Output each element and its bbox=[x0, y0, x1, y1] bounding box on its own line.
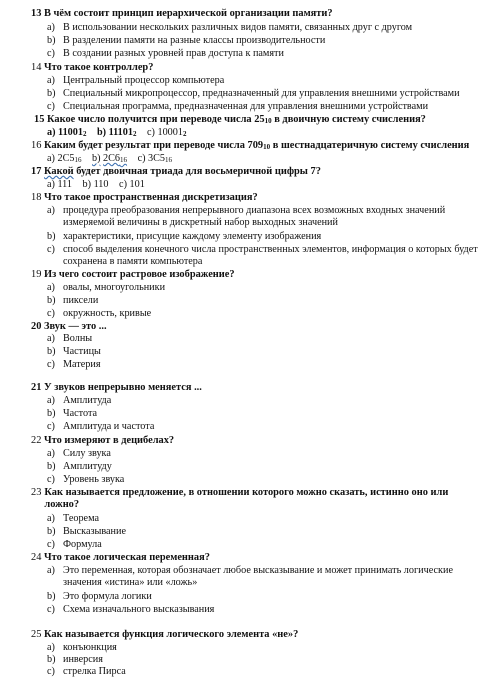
option-text: Волны bbox=[63, 333, 93, 344]
question-text: Каким будет результат при переводе числа 709 bbox=[44, 140, 264, 151]
option-letter: b) bbox=[47, 591, 56, 602]
question-number: 23 bbox=[31, 487, 42, 498]
option-text: 2C5 bbox=[57, 153, 75, 164]
question-number: 21 bbox=[31, 382, 42, 393]
question-text: Как называется функция логического элемента «не»? bbox=[44, 629, 299, 640]
option-text: 2C6 bbox=[103, 153, 121, 164]
answer-option bbox=[47, 101, 428, 113]
question-15 bbox=[34, 114, 426, 127]
option-text: Специальная программа, предназначенная для управления внешними устройствами bbox=[63, 101, 429, 112]
option-text: 101 bbox=[129, 179, 145, 190]
option-text: инверсия bbox=[63, 654, 103, 665]
answer-option bbox=[47, 333, 92, 345]
question-text: Какой bbox=[44, 166, 74, 177]
option-text: 3C5 bbox=[148, 153, 166, 164]
option-text: Амплитуда и частота bbox=[63, 421, 155, 432]
answer-option bbox=[47, 526, 126, 538]
option-text: процедура преобразования непрерывного диапазона всех возможных входных значений измеряемой величины в дискретный набор выходных значений bbox=[63, 205, 446, 228]
answer-option bbox=[47, 22, 412, 34]
option-text: конъюнкция bbox=[63, 642, 117, 653]
option-text: 11001 bbox=[58, 127, 83, 138]
answer-option bbox=[47, 205, 487, 229]
option-text: В разделении памяти на разные классы производительности bbox=[63, 35, 326, 46]
option-text: В создании разных уровней прав доступа к памяти bbox=[63, 48, 284, 59]
option-letter: a) bbox=[47, 282, 55, 293]
option-letter: b) bbox=[47, 231, 56, 242]
option-letter: a) bbox=[47, 22, 55, 33]
option-text: Теорема bbox=[63, 513, 99, 524]
option-letter: b) bbox=[47, 346, 56, 357]
option-subscript: 2 bbox=[82, 130, 87, 138]
option-letter: b) bbox=[47, 461, 56, 472]
option-text: В использовании нескольких различных видов памяти, связанных друг с другом bbox=[63, 22, 413, 33]
option-letter: c) bbox=[47, 604, 55, 615]
option-text: овалы, многоугольники bbox=[63, 282, 166, 293]
option-text: Специальный микропроцессор, предназначенный для управления внешними устройствами bbox=[63, 88, 460, 99]
answer-option bbox=[47, 513, 99, 525]
option-text: способ выделения конечного числа пространственных элементов, информация о которых будет сохранена в памяти компьютера bbox=[63, 244, 478, 267]
option-letter: b) bbox=[92, 153, 101, 164]
answer-option bbox=[47, 35, 325, 47]
base-subscript: 10 bbox=[264, 117, 272, 125]
question-number: 22 bbox=[31, 435, 42, 446]
option-subscript: 2 bbox=[182, 130, 187, 138]
question-number: 13 bbox=[31, 8, 42, 19]
option-letter: c) bbox=[137, 153, 146, 164]
option-letter: c) bbox=[47, 308, 55, 319]
option-text: Центральный процессор компьютера bbox=[63, 75, 225, 86]
option-letter: a) bbox=[47, 513, 55, 524]
option-letter: c) bbox=[47, 244, 55, 255]
question-text-end: в двоичную систему счисления? bbox=[271, 114, 426, 125]
option-text: Схема изначального высказывания bbox=[63, 604, 215, 615]
option-text: Частицы bbox=[63, 346, 101, 357]
option-subscript: 16 bbox=[120, 156, 128, 164]
option-letter: b) bbox=[47, 654, 56, 665]
option-letter: c) bbox=[147, 127, 155, 138]
answer-option bbox=[47, 359, 101, 371]
option-text: 111 bbox=[57, 179, 72, 190]
answer-option bbox=[47, 244, 487, 268]
base-subscript: 10 bbox=[263, 143, 271, 151]
question-text-end: в шестнадцатеричную систему счисления bbox=[270, 140, 470, 151]
answer-option bbox=[47, 88, 460, 100]
answer-option bbox=[47, 654, 103, 666]
answer-options-inline bbox=[47, 127, 186, 140]
option-text: окружность, кривые bbox=[63, 308, 152, 319]
question-text: Из чего состоит растровое изображение? bbox=[44, 269, 235, 280]
question-25 bbox=[31, 629, 298, 641]
option-text: Силу звука bbox=[63, 448, 111, 459]
answer-options-inline bbox=[47, 153, 172, 166]
option-letter: b) bbox=[97, 127, 107, 138]
option-letter: b) bbox=[47, 526, 56, 537]
option-letter: a) bbox=[47, 642, 55, 653]
answer-option bbox=[47, 48, 284, 60]
option-letter: a) bbox=[47, 448, 55, 459]
option-letter: c) bbox=[47, 421, 55, 432]
answer-option bbox=[47, 642, 117, 654]
answer-option bbox=[47, 461, 112, 473]
question-number: 25 bbox=[31, 629, 42, 640]
question-text: У звуков непрерывно меняется ... bbox=[44, 382, 202, 393]
question-18 bbox=[31, 192, 258, 204]
question-number: 24 bbox=[31, 552, 42, 563]
option-text: Материя bbox=[63, 359, 101, 370]
option-letter: a) bbox=[47, 395, 55, 406]
answer-option bbox=[47, 666, 126, 678]
question-17 bbox=[31, 166, 321, 178]
option-letter: c) bbox=[47, 474, 55, 485]
answer-option bbox=[47, 282, 165, 294]
question-number: 19 bbox=[31, 269, 42, 280]
option-subscript: 16 bbox=[74, 156, 82, 164]
question-number: 20 bbox=[31, 321, 42, 332]
answer-option bbox=[47, 604, 214, 616]
option-letter: c) bbox=[119, 179, 127, 190]
question-13 bbox=[31, 8, 333, 20]
option-text: стрелка Пирса bbox=[63, 666, 126, 677]
option-text: 10001 bbox=[157, 127, 183, 138]
option-text: Частота bbox=[63, 408, 98, 419]
answer-option bbox=[47, 295, 98, 307]
option-letter: a) bbox=[47, 75, 55, 86]
question-number: 15 bbox=[34, 114, 45, 125]
answer-option bbox=[47, 565, 487, 589]
question-text-end: будет двоичная триада для восьмеричной цифры 7? bbox=[73, 166, 321, 177]
option-letter: a) bbox=[47, 153, 55, 164]
option-letter: c) bbox=[47, 666, 55, 677]
option-text: Это формула логики bbox=[63, 591, 152, 602]
option-letter: c) bbox=[47, 101, 55, 112]
answer-option bbox=[47, 395, 111, 407]
option-subscript: 16 bbox=[165, 156, 173, 164]
option-text: Уровень звука bbox=[63, 474, 125, 485]
answer-option bbox=[47, 421, 154, 433]
answer-option bbox=[47, 448, 111, 460]
answer-options-inline bbox=[47, 179, 145, 191]
option-text: Высказывание bbox=[63, 526, 126, 537]
option-letter: b) bbox=[47, 88, 56, 99]
answer-option bbox=[47, 591, 152, 603]
option-text: 11101 bbox=[108, 127, 133, 138]
answer-option bbox=[47, 231, 321, 243]
answer-option bbox=[47, 474, 124, 486]
option-text: пиксели bbox=[63, 295, 99, 306]
option-letter: c) bbox=[47, 48, 55, 59]
option-text: Формула bbox=[63, 539, 102, 550]
option-subscript: 2 bbox=[132, 130, 137, 138]
option-text: характеристики, присущие каждому элементу изображения bbox=[63, 231, 322, 242]
question-text: Что такое контроллер? bbox=[44, 62, 154, 73]
option-letter: c) bbox=[47, 359, 55, 370]
option-text: 110 bbox=[93, 179, 109, 190]
option-letter: b) bbox=[47, 295, 56, 306]
option-letter: a) bbox=[47, 565, 55, 576]
question-text: Что такое логическая переменная? bbox=[44, 552, 210, 563]
option-text: Это переменная, которая обозначает любое высказывание и может принимать логические значения «истина» или «ложь» bbox=[63, 565, 453, 588]
answer-option bbox=[47, 308, 151, 320]
option-letter: a) bbox=[47, 127, 56, 138]
question-24 bbox=[31, 552, 210, 564]
question-22 bbox=[31, 435, 174, 447]
option-letter: c) bbox=[47, 539, 55, 550]
question-text: Что такое пространственная дискретизация? bbox=[44, 192, 258, 203]
option-text: Амплитуду bbox=[63, 461, 112, 472]
option-letter: a) bbox=[47, 333, 55, 344]
question-number: 17 bbox=[31, 166, 42, 177]
option-letter: b) bbox=[82, 179, 92, 190]
question-23 bbox=[31, 487, 476, 511]
question-text: В чём состоит принцип иерархической организации памяти? bbox=[44, 8, 333, 19]
question-16 bbox=[31, 140, 469, 153]
option-text: Амплитуда bbox=[63, 395, 112, 406]
answer-option bbox=[47, 346, 101, 358]
question-number: 14 bbox=[31, 62, 42, 73]
question-text: Что измеряют в децибелах? bbox=[44, 435, 175, 446]
question-text: Звук — это ... bbox=[44, 321, 107, 332]
option-letter: b) bbox=[47, 35, 56, 46]
answer-option bbox=[47, 408, 97, 420]
option-letter: b) bbox=[47, 408, 56, 419]
question-text: Как называется предложение, в отношении которого можно сказать, истинно оно или ложно? bbox=[44, 487, 449, 510]
question-19 bbox=[31, 269, 235, 281]
question-number: 18 bbox=[31, 192, 42, 203]
answer-option bbox=[47, 539, 102, 551]
answer-option bbox=[47, 75, 224, 87]
question-14 bbox=[31, 62, 153, 74]
question-20 bbox=[31, 321, 107, 333]
option-letter: a) bbox=[47, 179, 55, 190]
question-21 bbox=[31, 382, 202, 394]
question-number: 16 bbox=[31, 140, 42, 151]
question-text: Какое число получится при переводе числа 25 bbox=[47, 114, 265, 125]
option-letter: a) bbox=[47, 205, 55, 216]
